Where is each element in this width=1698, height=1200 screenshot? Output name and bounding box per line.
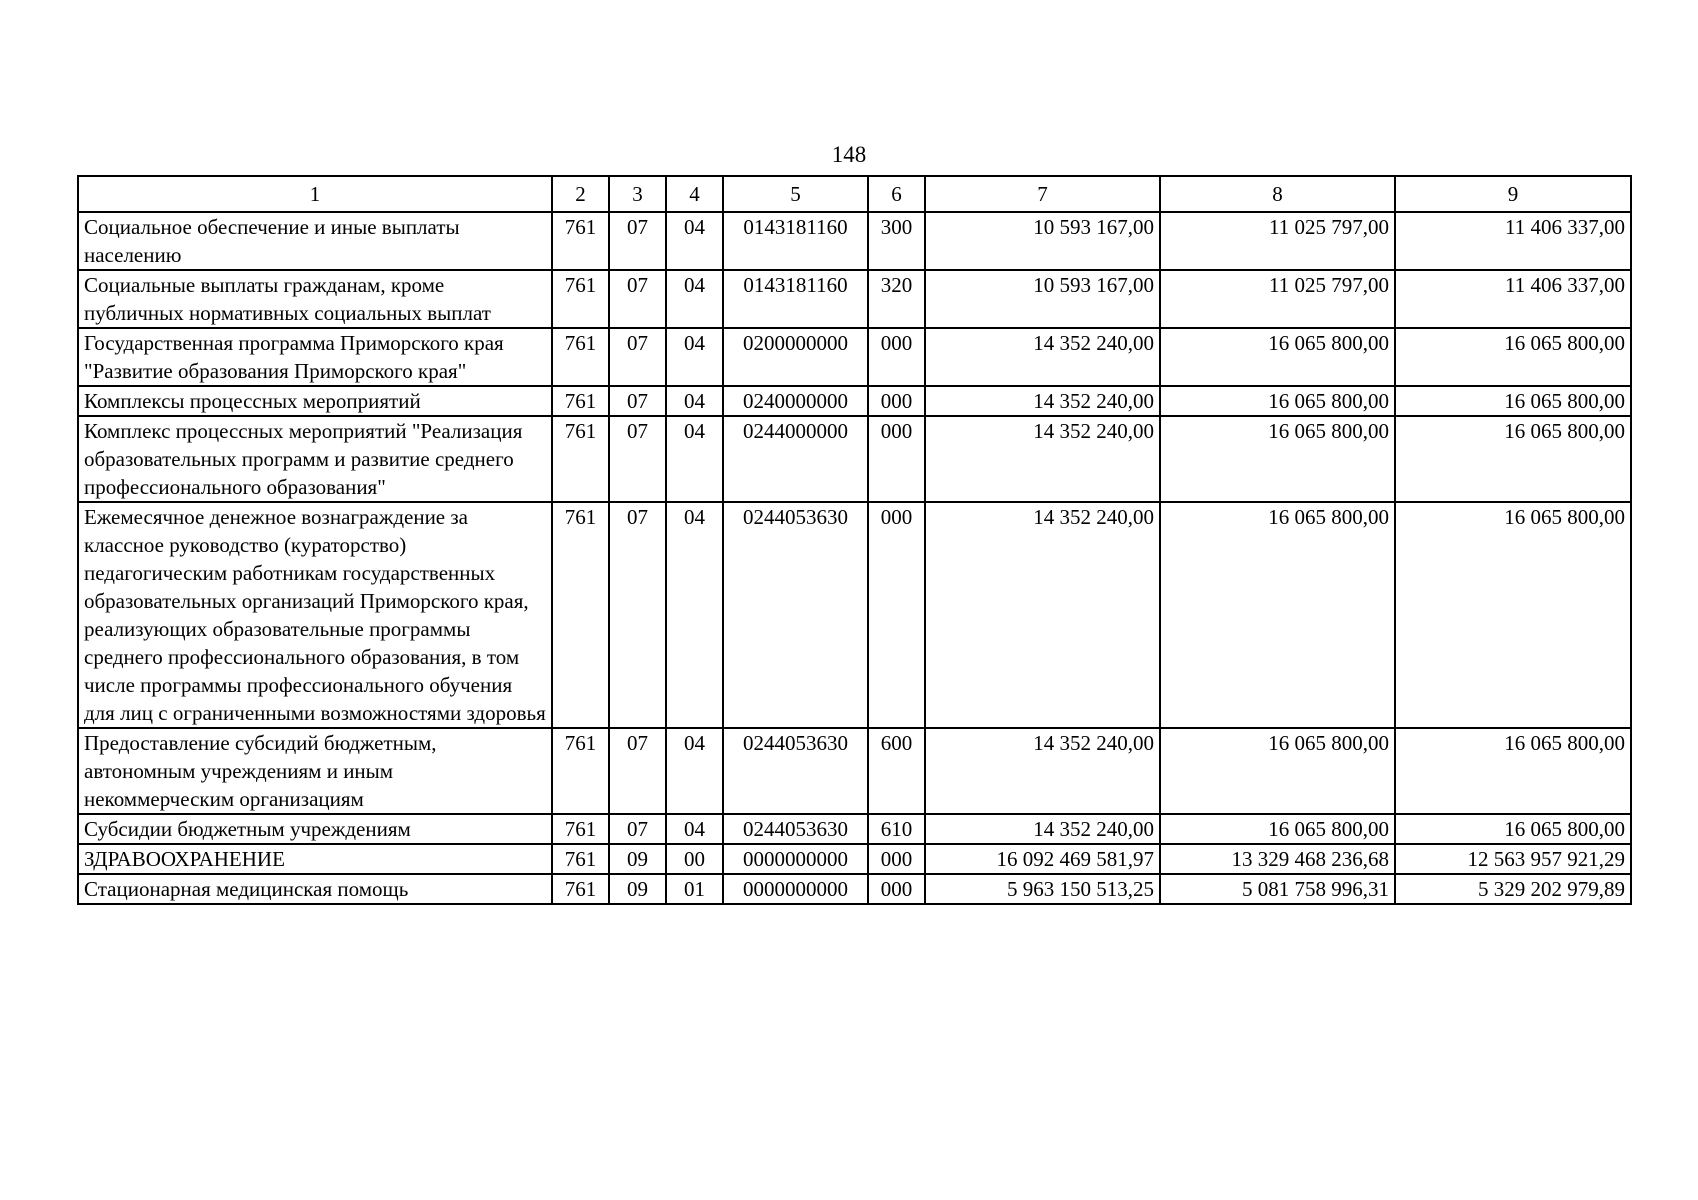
row-amount-col9: 5 329 202 979,89 bbox=[1395, 874, 1631, 904]
row-amount-col9: 11 406 337,00 bbox=[1395, 212, 1631, 270]
header-col-3: 3 bbox=[609, 176, 666, 212]
header-col-5: 5 bbox=[723, 176, 868, 212]
row-expense-type-code: 000 bbox=[868, 386, 925, 416]
header-col-9: 9 bbox=[1395, 176, 1631, 212]
row-name: Социальные выплаты гражданам, кроме публичных нормативных социальных выплат bbox=[78, 270, 552, 328]
row-target-code: 0244053630 bbox=[723, 502, 868, 728]
row-ministry-code: 761 bbox=[552, 270, 609, 328]
row-amount-col9: 11 406 337,00 bbox=[1395, 270, 1631, 328]
row-amount-col7: 14 352 240,00 bbox=[925, 386, 1160, 416]
row-amount-col8: 11 025 797,00 bbox=[1160, 212, 1395, 270]
header-col-4: 4 bbox=[666, 176, 723, 212]
table-row bbox=[78, 814, 1631, 844]
table-row bbox=[78, 328, 1631, 386]
row-name: Ежемесячное денежное вознаграждение за классное руководство (кураторство) педагогическим работникам государственных образовательных организаций Приморского края, реализующих образовательные программы среднего профессионального образования, в том числе программы профессионального обучения для лиц с ограниченными возможностями здоровья bbox=[78, 502, 552, 728]
table-row bbox=[78, 270, 1631, 328]
row-ministry-code: 761 bbox=[552, 328, 609, 386]
row-name: Комплексы процессных мероприятий bbox=[78, 386, 552, 416]
row-target-code: 0000000000 bbox=[723, 874, 868, 904]
row-subsection-code: 04 bbox=[666, 328, 723, 386]
row-subsection-code: 04 bbox=[666, 212, 723, 270]
header-col-6: 6 bbox=[868, 176, 925, 212]
row-name: Социальное обеспечение и иные выплаты населению bbox=[78, 212, 552, 270]
row-section-code: 07 bbox=[609, 814, 666, 844]
row-amount-col8: 16 065 800,00 bbox=[1160, 502, 1395, 728]
row-ministry-code: 761 bbox=[552, 212, 609, 270]
row-amount-col8: 11 025 797,00 bbox=[1160, 270, 1395, 328]
row-expense-type-code: 000 bbox=[868, 328, 925, 386]
row-amount-col8: 16 065 800,00 bbox=[1160, 328, 1395, 386]
row-expense-type-code: 300 bbox=[868, 212, 925, 270]
row-amount-col8: 16 065 800,00 bbox=[1160, 416, 1395, 502]
row-name: Предоставление субсидий бюджетным, автономным учреждениям и иным некоммерческим организациям bbox=[78, 728, 552, 814]
header-col-1: 1 bbox=[78, 176, 552, 212]
row-amount-col8: 13 329 468 236,68 bbox=[1160, 844, 1395, 874]
row-amount-col9: 16 065 800,00 bbox=[1395, 386, 1631, 416]
header-row bbox=[78, 176, 1631, 212]
table-row bbox=[78, 212, 1631, 270]
row-amount-col7: 10 593 167,00 bbox=[925, 270, 1160, 328]
row-ministry-code: 761 bbox=[552, 502, 609, 728]
row-amount-col7: 14 352 240,00 bbox=[925, 814, 1160, 844]
row-ministry-code: 761 bbox=[552, 386, 609, 416]
row-ministry-code: 761 bbox=[552, 728, 609, 814]
row-amount-col9: 16 065 800,00 bbox=[1395, 416, 1631, 502]
row-subsection-code: 04 bbox=[666, 270, 723, 328]
row-target-code: 0143181160 bbox=[723, 270, 868, 328]
row-amount-col8: 16 065 800,00 bbox=[1160, 814, 1395, 844]
row-subsection-code: 01 bbox=[666, 874, 723, 904]
row-section-code: 07 bbox=[609, 270, 666, 328]
row-subsection-code: 04 bbox=[666, 814, 723, 844]
row-ministry-code: 761 bbox=[552, 416, 609, 502]
header-col-8: 8 bbox=[1160, 176, 1395, 212]
header-col-7: 7 bbox=[925, 176, 1160, 212]
row-target-code: 0000000000 bbox=[723, 844, 868, 874]
row-name: Стационарная медицинская помощь bbox=[78, 874, 552, 904]
row-target-code: 0143181160 bbox=[723, 212, 868, 270]
table-row bbox=[78, 844, 1631, 874]
row-section-code: 07 bbox=[609, 328, 666, 386]
row-target-code: 0244053630 bbox=[723, 728, 868, 814]
row-subsection-code: 04 bbox=[666, 728, 723, 814]
row-amount-col7: 14 352 240,00 bbox=[925, 328, 1160, 386]
page-number: 148 bbox=[831, 142, 867, 167]
table-row bbox=[78, 416, 1631, 502]
table-row bbox=[78, 386, 1631, 416]
row-amount-col9: 12 563 957 921,29 bbox=[1395, 844, 1631, 874]
row-amount-col7: 14 352 240,00 bbox=[925, 416, 1160, 502]
row-amount-col9: 16 065 800,00 bbox=[1395, 502, 1631, 728]
row-section-code: 07 bbox=[609, 212, 666, 270]
row-target-code: 0200000000 bbox=[723, 328, 868, 386]
budget-table bbox=[77, 175, 1632, 905]
row-amount-col9: 16 065 800,00 bbox=[1395, 728, 1631, 814]
row-subsection-code: 04 bbox=[666, 502, 723, 728]
row-amount-col9: 16 065 800,00 bbox=[1395, 328, 1631, 386]
row-section-code: 07 bbox=[609, 728, 666, 814]
row-expense-type-code: 320 bbox=[868, 270, 925, 328]
row-ministry-code: 761 bbox=[552, 844, 609, 874]
row-amount-col7: 16 092 469 581,97 bbox=[925, 844, 1160, 874]
table-row bbox=[78, 874, 1631, 904]
row-name: Субсидии бюджетным учреждениям bbox=[78, 814, 552, 844]
row-target-code: 0240000000 bbox=[723, 386, 868, 416]
row-amount-col8: 16 065 800,00 bbox=[1160, 386, 1395, 416]
row-amount-col7: 10 593 167,00 bbox=[925, 212, 1160, 270]
row-amount-col7: 14 352 240,00 bbox=[925, 728, 1160, 814]
table-row bbox=[78, 728, 1631, 814]
row-expense-type-code: 000 bbox=[868, 416, 925, 502]
row-expense-type-code: 600 bbox=[868, 728, 925, 814]
row-amount-col8: 16 065 800,00 bbox=[1160, 728, 1395, 814]
row-target-code: 0244053630 bbox=[723, 814, 868, 844]
row-section-code: 09 bbox=[609, 874, 666, 904]
row-name: Комплекс процессных мероприятий "Реализация образовательных программ и развитие среднего профессионального образования" bbox=[78, 416, 552, 502]
row-amount-col7: 5 963 150 513,25 bbox=[925, 874, 1160, 904]
row-subsection-code: 00 bbox=[666, 844, 723, 874]
row-section-code: 07 bbox=[609, 386, 666, 416]
row-section-code: 07 bbox=[609, 502, 666, 728]
row-amount-col7: 14 352 240,00 bbox=[925, 502, 1160, 728]
row-amount-col9: 16 065 800,00 bbox=[1395, 814, 1631, 844]
row-name: ЗДРАВООХРАНЕНИЕ bbox=[78, 844, 552, 874]
row-ministry-code: 761 bbox=[552, 874, 609, 904]
row-ministry-code: 761 bbox=[552, 814, 609, 844]
row-amount-col8: 5 081 758 996,31 bbox=[1160, 874, 1395, 904]
row-section-code: 09 bbox=[609, 844, 666, 874]
row-expense-type-code: 000 bbox=[868, 874, 925, 904]
row-subsection-code: 04 bbox=[666, 386, 723, 416]
row-expense-type-code: 610 bbox=[868, 814, 925, 844]
row-expense-type-code: 000 bbox=[868, 502, 925, 728]
row-target-code: 0244000000 bbox=[723, 416, 868, 502]
row-subsection-code: 04 bbox=[666, 416, 723, 502]
table-row bbox=[78, 502, 1631, 728]
row-section-code: 07 bbox=[609, 416, 666, 502]
row-expense-type-code: 000 bbox=[868, 844, 925, 874]
row-name: Государственная программа Приморского края "Развитие образования Приморского края" bbox=[78, 328, 552, 386]
header-col-2: 2 bbox=[552, 176, 609, 212]
